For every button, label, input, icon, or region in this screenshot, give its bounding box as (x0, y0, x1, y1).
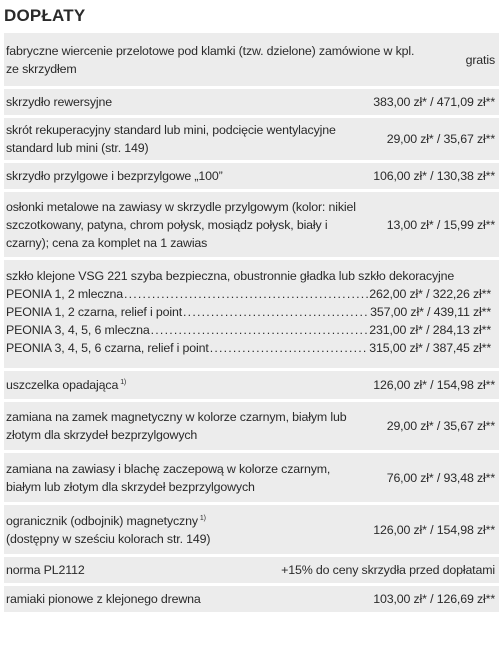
glass-option-label: PEONIA 3, 4, 5, 6 mleczna (6, 323, 150, 337)
glass-option (6, 285, 495, 303)
glass-option-price: 357,00 zł* / 439,11 zł** (370, 305, 491, 319)
footnote-marker: 1) (120, 379, 127, 386)
price-row (4, 583, 499, 612)
price-row (4, 189, 499, 257)
price-row (4, 86, 499, 115)
glass-intro: szkło klejone VSG 221 szyba bezpieczna, obustronnie gładka lub szkło dekoracyjne (6, 269, 455, 283)
row-description-text: ogranicznik (odbojnik) magnetyczny (6, 513, 198, 528)
row-price: 106,00 zł* / 130,38 zł** (373, 169, 495, 183)
row-description-text: uszczelka opadająca (6, 378, 119, 392)
row-description: fabryczne wiercenie przelotowe pod klamki (tzw. dzielone) zamówione w kpl. ze skrzydłem (6, 44, 415, 76)
row-description (4, 376, 373, 394)
glass-option-label: PEONIA 1, 2 mleczna (6, 287, 123, 301)
row-description-line: (dostępny w sześciu kolorach str. 149) (6, 531, 211, 546)
price-row (4, 399, 499, 450)
row-price: 383,00 zł* / 471,09 zł** (373, 95, 495, 109)
glass-options-group (4, 257, 499, 368)
row-description: zamiana na zamek magnetyczny w kolorze czarnym, białym lub złotym dla skrzydeł bezprzylgowych (6, 410, 347, 442)
glass-option (6, 321, 495, 339)
price-row (4, 502, 499, 554)
row-description: norma PL2112 (6, 563, 85, 577)
glass-option-price: 315,00 zł* / 387,45 zł** (369, 341, 491, 355)
row-description: zamiana na zawiasy i blachę zaczepową w kolorze czarnym, białym lub złotym dla skrzydeł bezprzylgowych (6, 461, 331, 494)
row-price: 13,00 zł* / 15,99 zł** (386, 217, 495, 232)
row-description: skrzydło rewersyjne (6, 95, 112, 109)
row-description: skrzydło przylgowe i bezprzylgowe „100” (6, 169, 223, 183)
row-description-line (6, 512, 373, 530)
glass-option (6, 339, 495, 357)
row-description: skrót rekuperacyjny standard lub mini, podcięcie wentylacyjne standard lub mini (str. 149) (6, 123, 336, 155)
price-row (4, 450, 499, 502)
row-description: ramiaki pionowe z klejonego drewna (6, 592, 201, 606)
page-title: DOPŁATY (4, 6, 86, 25)
price-row (4, 160, 499, 189)
row-price: 29,00 zł* / 35,67 zł** (386, 132, 495, 146)
price-row (4, 115, 499, 160)
price-row (4, 368, 499, 399)
glass-option (6, 303, 495, 321)
footnote-marker: 1) (199, 514, 206, 522)
row-description: osłonki metalowe na zawiasy w skrzydle przylgowym (kolor: nikiel szczotkowany, patyna, chrom połysk, mosiądz połysk, biały i czarny); cena za komplet na 1 zawias (6, 199, 356, 250)
row-price: +15% do ceny skrzydła przed dopłatami (281, 563, 495, 577)
glass-option-price: 262,00 zł* / 322,26 zł** (369, 287, 491, 301)
row-price: 76,00 zł* / 93,48 zł** (386, 470, 495, 485)
row-description (4, 512, 373, 548)
row-price: 103,00 zł* / 126,69 zł** (373, 592, 495, 606)
row-price: 126,00 zł* / 154,98 zł** (373, 522, 495, 537)
glass-option-price: 231,00 zł* / 284,13 zł** (369, 323, 491, 337)
glass-option-label: PEONIA 1, 2 czarna, relief i point (6, 305, 183, 319)
price-row (4, 33, 499, 86)
price-row (4, 554, 499, 583)
row-price: 126,00 zł* / 154,98 zł** (373, 378, 495, 392)
dot-leader (124, 285, 368, 303)
dot-leader (183, 303, 369, 321)
row-price: 29,00 zł* / 35,67 zł** (386, 419, 495, 433)
row-price: gratis (465, 53, 495, 67)
dot-leader (210, 339, 369, 357)
dot-leader (151, 321, 369, 339)
glass-option-label: PEONIA 3, 4, 5, 6 czarna, relief i point (6, 341, 209, 355)
